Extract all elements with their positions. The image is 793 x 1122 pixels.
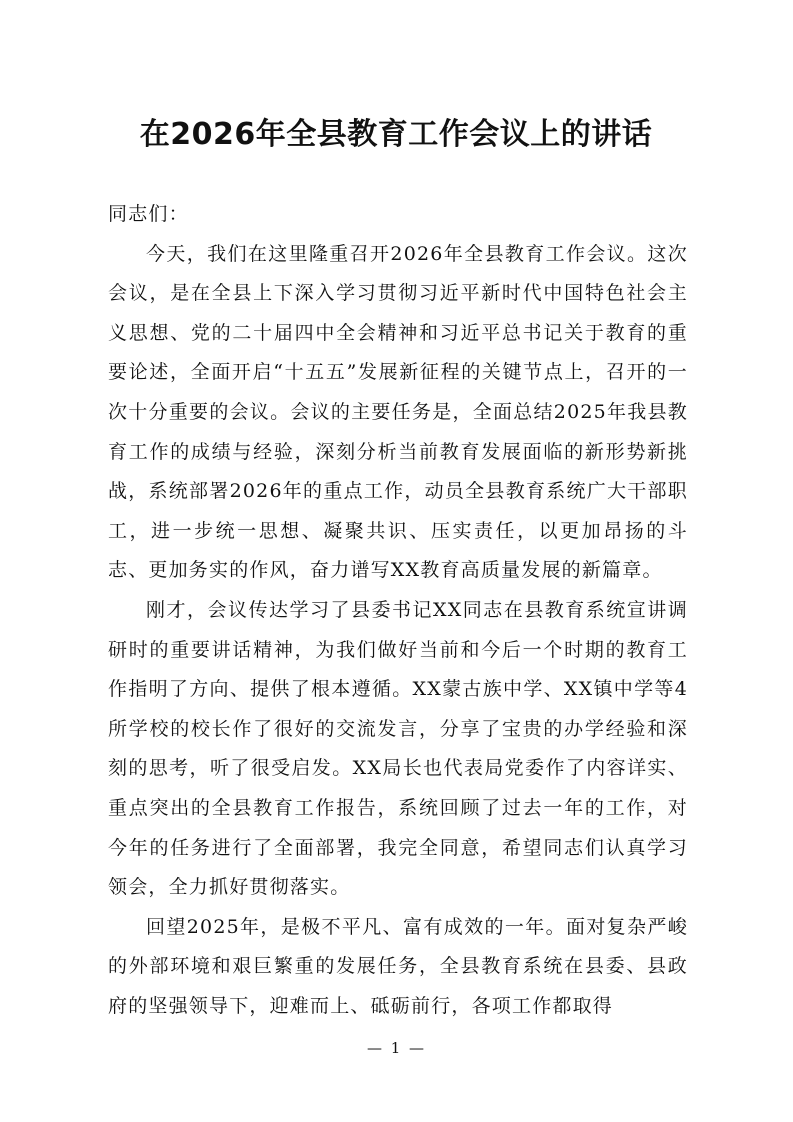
speech-body bbox=[108, 195, 688, 1026]
salutation: 同志们： bbox=[108, 203, 189, 225]
paragraph-review-meeting: 刚才，会议传达学习了县委书记XX同志在县教育系统宣讲调研时的重要讲话精神，为我们做好当前和今后一个时期的教育工作指明了方向、提供了根本遵循。XX蒙古族中学、XX镇中学等4所学校的校长作了很好的交流发言，分享了宝贵的办学经验和深刻的思考，听了很受启发。XX局长也代表局党委作了内容详实、重点突出的全县教育工作报告，系统回顾了过去一年的工作，对今年的任务进行了全面部署，我完全同意，希望同志们认真学习领会，全力抓好贯彻落实。 bbox=[108, 598, 688, 899]
document-title: 在2026年全县教育工作会议上的讲话 bbox=[139, 117, 653, 152]
paragraph-opening: 今天，我们在这里隆重召开2026年全县教育工作会议。这次会议，是在全县上下深入学习贯彻习近平新时代中国特色社会主义思想、党的二十届四中全会精神和习近平总书记关于教育的重要论述，全面开启“十五五”发展新征程的关键节点上，召开的一次十分重要的会议。会议的主要任务是，全面总结2025年我县教育工作的成绩与经验，深刻分析当前教育发展面临的新形势新挑战，系统部署2026年的重点工作，动员全县教育系统广大干部职工，进一步统一思想、凝聚共识、压实责任，以更加昂扬的斗志、更加务实的作风，奋力谱写XX教育高质量发展的新篇章。 bbox=[108, 242, 688, 582]
paragraph-review-2025: 回望2025年，是极不平凡、富有成效的一年。面对复杂严峻的外部环境和艰巨繁重的发展任务，全县教育系统在县委、县政府的坚强领导下，迎难而上、砥砺前行，各项工作都取得 bbox=[108, 915, 688, 1017]
page-number: — 1 — bbox=[366, 1039, 427, 1057]
